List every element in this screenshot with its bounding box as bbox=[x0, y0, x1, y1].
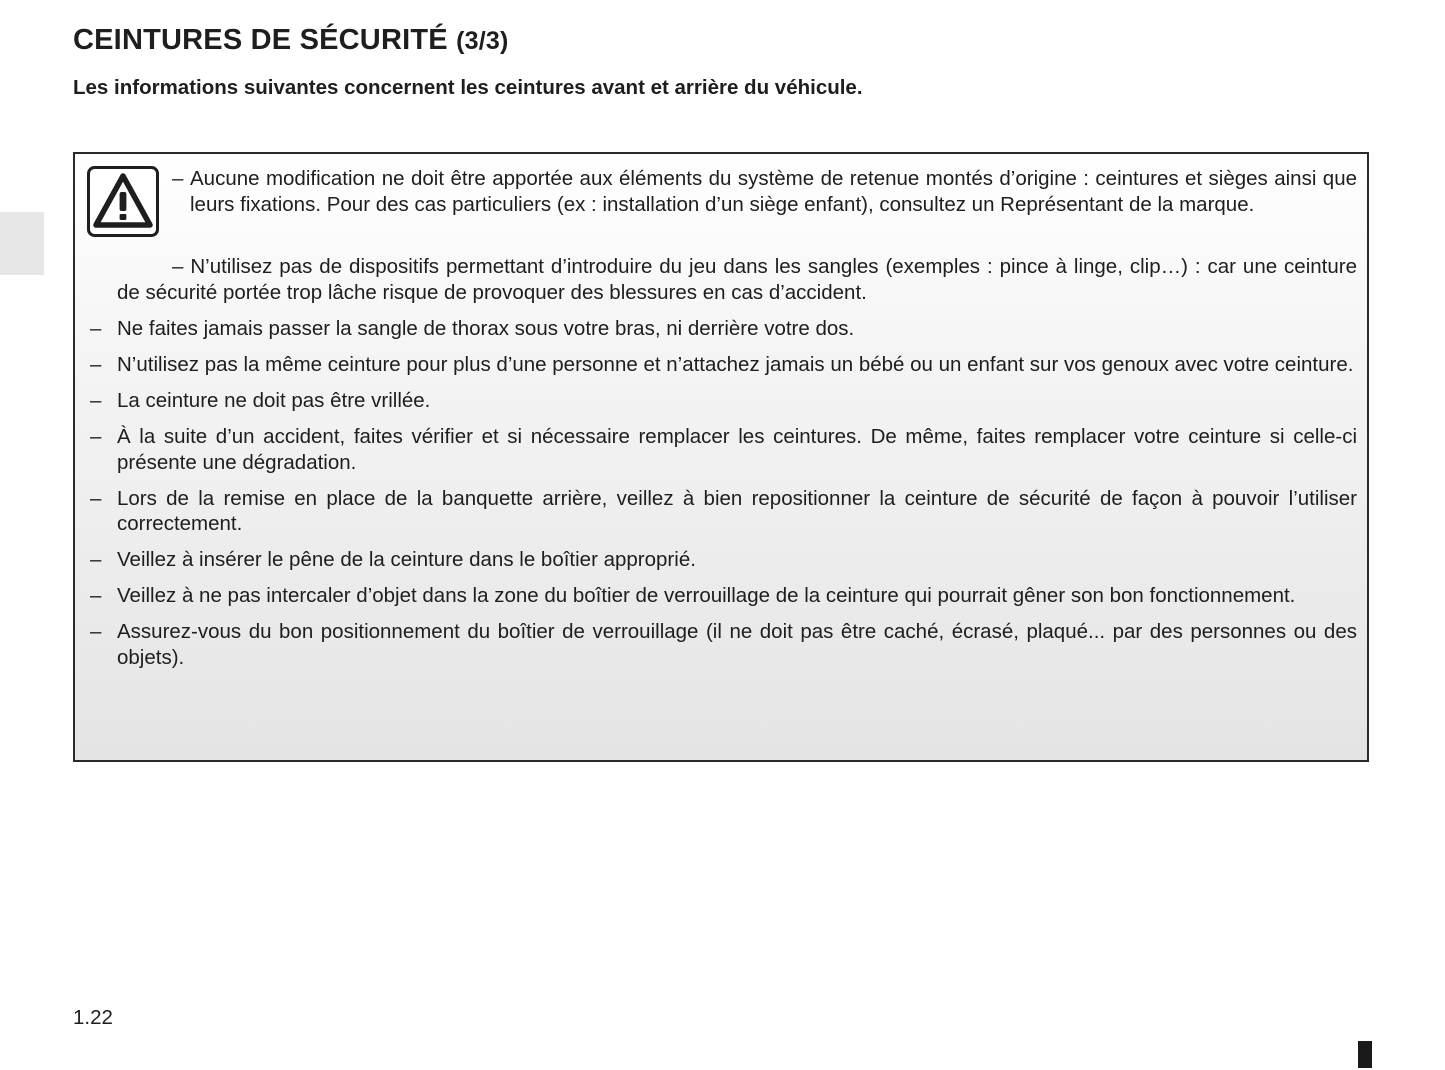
intro-text: Les informations suivantes concernent les ceintures avant et arrière du véhicule. bbox=[73, 76, 863, 99]
warning-item bbox=[117, 254, 1357, 305]
page-corner-marker bbox=[1358, 1041, 1372, 1068]
item-dash: – bbox=[90, 584, 102, 607]
item-dash: – bbox=[90, 486, 102, 510]
item-dash: – bbox=[90, 548, 102, 571]
warning-item-text: Ne faites jamais passer la sangle de thorax sous votre bras, ni derrière votre dos. bbox=[117, 317, 855, 340]
warning-item bbox=[90, 316, 1357, 342]
item-dash: – bbox=[90, 620, 102, 643]
warning-item bbox=[90, 388, 1357, 414]
warning-item bbox=[172, 166, 1357, 217]
warning-item-text: Aucune modification ne doit être apportée aux éléments du système de retenue montés d’origine : ceintures et sièges ainsi que leurs fixations. Pour des cas particuliers (ex : installation d’un siège enfant), consultez un Représentant de la marque. bbox=[190, 167, 1357, 216]
warning-item bbox=[90, 547, 1357, 573]
warning-item bbox=[90, 619, 1357, 670]
warning-item-text: Veillez à ne pas intercaler d’objet dans la zone du boîtier de verrouillage de la ceinture qui pourrait gêner son bon fonctionnement. bbox=[117, 584, 1296, 607]
item-dash: – bbox=[90, 389, 102, 412]
warning-item bbox=[90, 486, 1357, 537]
page-title bbox=[73, 24, 508, 57]
warning-item bbox=[90, 352, 1357, 378]
page-title-suffix: (3/3) bbox=[456, 27, 509, 55]
warning-item-text: À la suite d’un accident, faites vérifier et si nécessaire remplacer les ceintures. De même, faites remplacer votre ceinture si celle-ci présente une dégradation. bbox=[117, 425, 1357, 474]
warning-item-text: La ceinture ne doit pas être vrillée. bbox=[117, 389, 431, 412]
warning-item bbox=[90, 583, 1357, 609]
warning-item-text: – N’utilisez pas de dispositifs permettant d’introduire du jeu dans les sangles (exemples : pince à linge, clip…) : car une ceinture de sécurité portée trop lâche risque de provoquer des blessures en cas d’accident. bbox=[117, 255, 1357, 304]
item-dash: – bbox=[90, 353, 102, 376]
item-dash: – bbox=[172, 167, 184, 190]
warning-item bbox=[90, 424, 1357, 475]
section-tab bbox=[0, 212, 44, 275]
warning-item-text: Assurez-vous du bon positionnement du boîtier de verrouillage (il ne doit pas être caché, écrasé, plaqué... par des personnes ou des objets). bbox=[117, 620, 1357, 669]
warning-item-text: Lors de la remise en place de la banquette arrière, veillez à bien repositionner la ceinture de sécurité de façon à pouvoir l’utiliser correctement. bbox=[117, 486, 1357, 535]
page-number: 1.22 bbox=[73, 1006, 113, 1029]
warning-item-text: Veillez à insérer le pêne de la ceinture dans le boîtier approprié. bbox=[117, 548, 696, 571]
warning-triangle-icon bbox=[87, 166, 159, 237]
item-dash: – bbox=[90, 317, 102, 340]
warning-box bbox=[73, 152, 1369, 762]
warning-item-text: N’utilisez pas la même ceinture pour plus d’une personne et n’attachez jamais un bébé ou un enfant sur vos genoux avec votre ceinture. bbox=[117, 353, 1354, 376]
page-title-text: CEINTURES DE SÉCURITÉ bbox=[73, 24, 448, 56]
warning-list bbox=[90, 316, 1357, 681]
item-dash: – bbox=[90, 425, 102, 448]
